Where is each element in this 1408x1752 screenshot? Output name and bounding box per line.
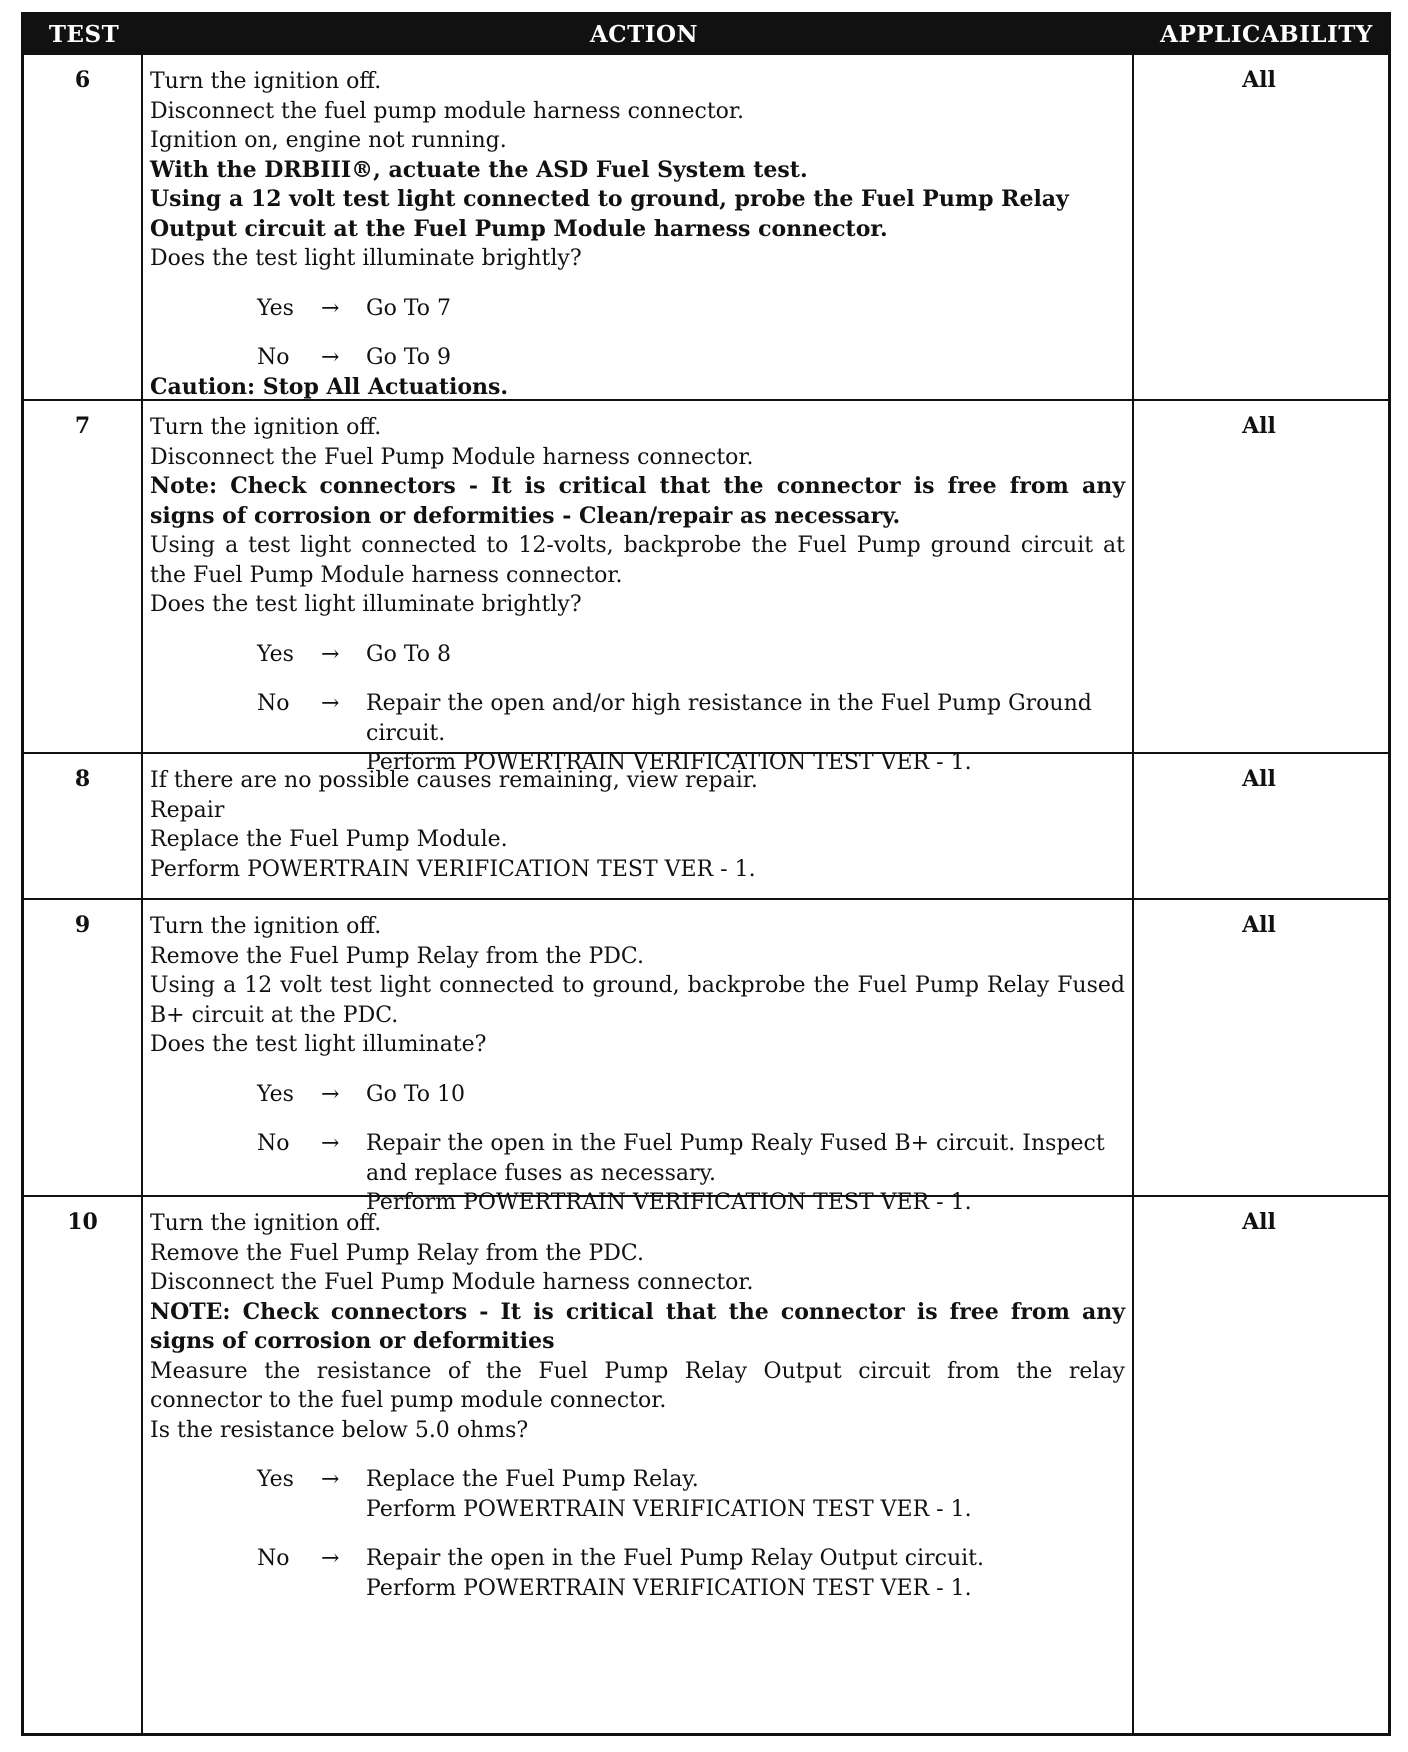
- applicability: All: [1242, 413, 1276, 439]
- action-line: Disconnect the Fuel Pump Module harness connector.: [150, 1270, 754, 1295]
- table-row: [24, 1195, 1388, 1733]
- repair-line: Replace the Fuel Pump Module.: [150, 827, 508, 852]
- diagnostic-table: [21, 12, 1391, 1736]
- action-line: Turn the ignition off.: [150, 1211, 382, 1236]
- note-text: Note: Check connectors - It is critical that the connector is free from any signs of corrosion or deformities - Clean/repair as necessary.: [150, 473, 1125, 529]
- repair-label: Repair: [150, 797, 225, 823]
- yes-option: Yes → Replace the Fuel Pump Relay. Perform POWERTRAIN VERIFICATION TEST VER - 1.: [257, 1467, 972, 1522]
- no-option: No → Repair the open in the Fuel Pump Relay Output circuit. Perform POWERTRAIN VERIFICATION TEST VER - 1.: [257, 1546, 984, 1601]
- action-line: With the DRBIII®, actuate the ASD Fuel System test.: [150, 156, 808, 183]
- yes-option: Yes → Go To 7: [257, 295, 452, 321]
- table-header: [24, 15, 1388, 55]
- table-row: [24, 898, 1388, 1215]
- action-line: Disconnect the Fuel Pump Module harness connector.: [150, 444, 754, 470]
- action-line: Measure the resistance of the Fuel Pump Relay Output circuit from the relay connector to the fuel pump module connector.: [150, 1358, 1125, 1413]
- header-test: TEST: [48, 21, 120, 48]
- action-line: Using a 12 volt test light connected to ground, backprobe the Fuel Pump Relay Fused B+ circuit at the PDC.: [150, 973, 1125, 1028]
- yes-option: Yes → Go To 10: [257, 1081, 466, 1107]
- applicability: All: [1242, 67, 1276, 93]
- test-number: 9: [74, 912, 91, 938]
- table-row: [24, 55, 1388, 399]
- test-number: 10: [67, 1209, 98, 1235]
- action-line: Using a test light connected to 12-volts, backprobe the Fuel Pump ground circuit at the Fuel Pump Module harness connector.: [150, 533, 1125, 588]
- action-line: Does the test light illuminate brightly?: [150, 246, 582, 271]
- action-cell: [150, 67, 1125, 402]
- test-number: 8: [74, 766, 91, 792]
- action-cell: [150, 912, 1125, 1218]
- table-row: [24, 752, 1388, 898]
- caution-text: Caution: Stop All Actuations.: [150, 373, 509, 400]
- test-number: 7: [74, 413, 91, 439]
- no-option: No → Repair the open in the Fuel Pump Realy Fused B+ circuit. Inspect and replace fuses as necessary. Perform POWERTRAIN VERIFICATION TEST VER - 1.: [257, 1131, 1105, 1215]
- no-option: No → Go To 9: [257, 345, 452, 370]
- action-line: Remove the Fuel Pump Relay from the PDC.: [150, 943, 644, 969]
- action-line: Using a 12 volt test light connected to ground, probe the Fuel Pump Relay Output circuit at the Fuel Pump Module harness connector.: [150, 186, 1069, 242]
- action-line: Turn the ignition off.: [150, 914, 382, 939]
- no-option: No → Repair the open and/or high resistance in the Fuel Pump Ground circuit. Perform POWERTRAIN VERIFICATION TEST VER - 1.: [257, 691, 1092, 775]
- action-cell: [150, 766, 1125, 884]
- applicability: All: [1242, 1209, 1276, 1235]
- action-line: Does the test light illuminate brightly?: [150, 592, 582, 617]
- repair-line: Perform POWERTRAIN VERIFICATION TEST VER - 1.: [150, 856, 756, 882]
- header-applicability: APPLICABILITY: [1160, 21, 1373, 48]
- yes-option: Yes → Go To 8: [257, 641, 452, 667]
- action-line: Does the test light illuminate?: [150, 1032, 487, 1057]
- action-cell: [150, 1209, 1125, 1603]
- action-cell: [150, 413, 1125, 778]
- applicability: All: [1242, 912, 1276, 938]
- action-line: If there are no possible causes remaining, view repair.: [150, 768, 758, 793]
- test-number: 6: [74, 67, 91, 93]
- table-row: [24, 399, 1388, 775]
- note-text: NOTE: Check connectors - It is critical that the connector is free from any signs of corrosion or deformities: [150, 1298, 1125, 1354]
- action-line: Turn the ignition off.: [150, 415, 382, 440]
- header-action: ACTION: [589, 21, 699, 48]
- action-line: Is the resistance below 5.0 ohms?: [150, 1417, 529, 1443]
- action-line: Disconnect the fuel pump module harness connector.: [150, 98, 745, 124]
- action-line: Turn the ignition off.: [150, 69, 382, 94]
- applicability: All: [1242, 766, 1276, 792]
- action-line: Remove the Fuel Pump Relay from the PDC.: [150, 1240, 644, 1266]
- action-line: Ignition on, engine not running.: [150, 128, 507, 153]
